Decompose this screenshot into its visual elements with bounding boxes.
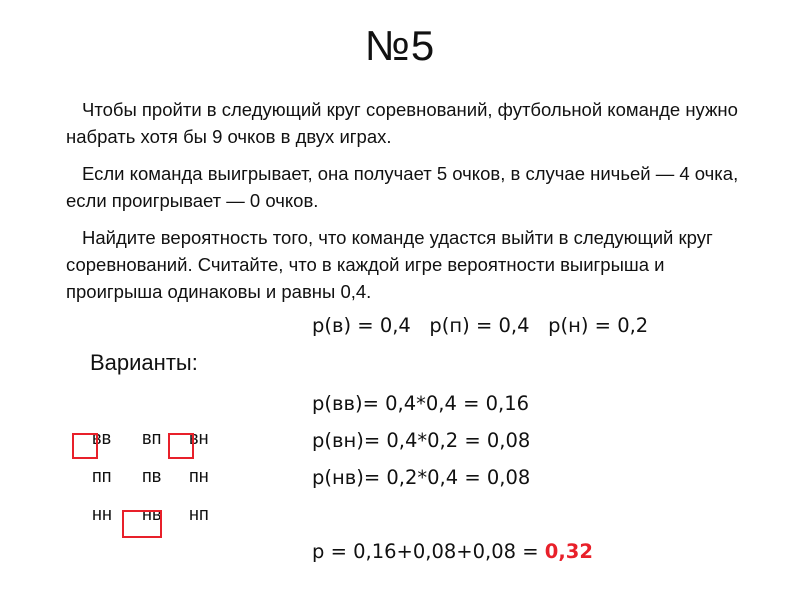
highlight-box-ww bbox=[72, 433, 98, 459]
variant-wl: вп bbox=[142, 428, 162, 448]
calc-line-wd: p(вн)= 0,4*0,2 = 0,08 bbox=[312, 429, 531, 452]
variant-wd: вн bbox=[189, 428, 209, 448]
highlight-box-wd bbox=[168, 433, 194, 459]
sum-expression: p = 0,16+0,08+0,08 = bbox=[312, 540, 545, 563]
variant-lw: пв bbox=[142, 466, 162, 486]
problem-paragraph-2: Если команда выигрывает, она получает 5 очков, в случае ничьей — 4 очка, если проигрывает — 0 очков. bbox=[66, 163, 739, 211]
probabilities-line: p(в) = 0,4 p(п) = 0,4 p(н) = 0,2 bbox=[312, 314, 649, 337]
sum-line bbox=[312, 540, 593, 563]
variant-dw: нв bbox=[142, 504, 162, 524]
problem-statement bbox=[66, 96, 746, 315]
calc-line-dw: p(нв)= 0,2*0,4 = 0,08 bbox=[312, 466, 531, 489]
problem-paragraph-1: Чтобы пройти в следующий круг соревнований, футбольной команде нужно набрать хотя бы 9 очков в двух играх. bbox=[66, 99, 738, 147]
variant-ww: вв bbox=[92, 428, 112, 448]
variant-dd: нн bbox=[92, 504, 112, 524]
variant-ll: пп bbox=[92, 466, 112, 486]
variant-dl: нп bbox=[189, 504, 209, 524]
variant-ld: пн bbox=[189, 466, 209, 486]
calc-line-ww: p(вв)= 0,4*0,4 = 0,16 bbox=[312, 392, 530, 415]
variants-label: Варианты: bbox=[90, 350, 198, 375]
problem-paragraph-3: Найдите вероятность того, что команде удастся выйти в следующий круг соревнований. Считайте, что в каждой игре вероятности выигрыша и проигрыша одинаковы и равны 0,4. bbox=[66, 227, 713, 302]
highlight-box-dw bbox=[122, 510, 162, 538]
slide-title: №5 bbox=[364, 22, 436, 69]
sum-result: 0,32 bbox=[544, 540, 593, 563]
